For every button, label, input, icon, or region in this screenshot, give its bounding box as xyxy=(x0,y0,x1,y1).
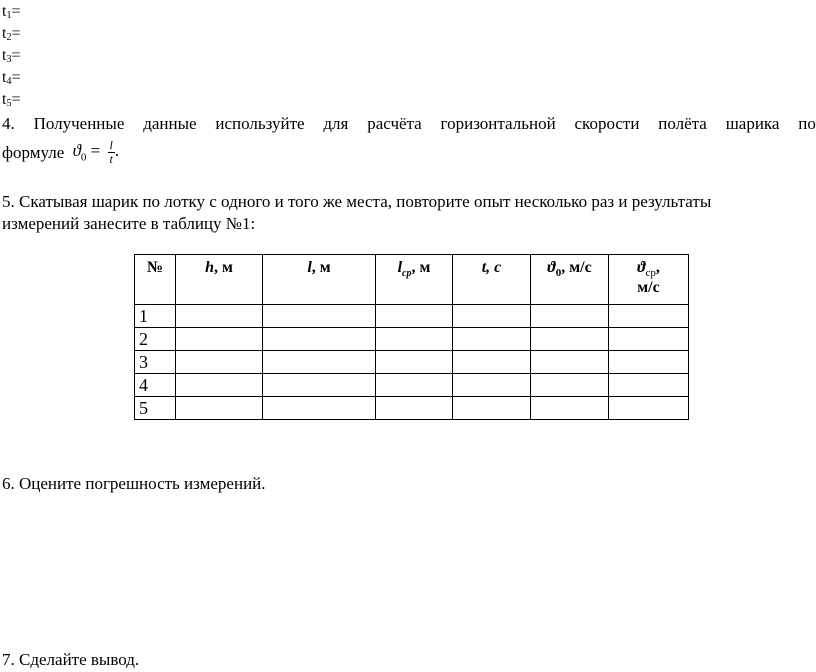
t-line-2: $t_2=$ xyxy=(2,25,21,43)
table-cell[interactable] xyxy=(176,374,263,397)
step4-line2 xyxy=(2,136,119,172)
table-cell[interactable] xyxy=(531,351,609,374)
table-cell[interactable] xyxy=(376,351,453,374)
table-cell[interactable] xyxy=(609,397,689,420)
table-cell[interactable] xyxy=(609,305,689,328)
word: горизонтальной xyxy=(440,114,556,133)
table-cell[interactable] xyxy=(531,374,609,397)
table-cell[interactable] xyxy=(376,397,453,420)
table-cell[interactable] xyxy=(453,328,531,351)
table-cell[interactable] xyxy=(263,374,376,397)
word: полёта xyxy=(658,114,707,133)
table-cell[interactable] xyxy=(263,305,376,328)
table-cell[interactable] xyxy=(176,305,263,328)
header-v0: $ϑ_0$, м/с xyxy=(531,255,609,305)
word: используйте xyxy=(215,114,305,133)
table-cell[interactable] xyxy=(609,328,689,351)
table-cell[interactable] xyxy=(376,328,453,351)
word: 4. xyxy=(2,114,15,133)
header-t: t, с xyxy=(453,255,531,305)
step7: 7. Сделайте вывод. xyxy=(2,650,140,669)
table-header-row xyxy=(135,255,689,305)
header-l: l, м xyxy=(263,255,376,305)
step5-line1: 5. Скатывая шарик по лотку с одного и того же места, повторите опыт несколько раз и результаты xyxy=(2,192,712,211)
t-line-4: $t_4=$ xyxy=(2,69,21,87)
table-cell[interactable] xyxy=(176,328,263,351)
velocity-formula: $ϑ_0$ = $\frac{l}{t}$ . xyxy=(72,137,120,166)
header-h: h, м xyxy=(176,255,263,305)
table-cell[interactable] xyxy=(531,328,609,351)
table-cell[interactable] xyxy=(609,351,689,374)
table-cell[interactable] xyxy=(531,397,609,420)
table-row: 5 xyxy=(135,397,689,420)
word: Полученные xyxy=(33,114,125,133)
step5-line2: измерений занесите в таблицу №1: xyxy=(2,214,256,233)
step4-line1 xyxy=(2,114,816,134)
word: скорости xyxy=(574,114,640,133)
word: расчёта xyxy=(367,114,422,133)
table-row: 3 xyxy=(135,351,689,374)
table-cell[interactable] xyxy=(531,305,609,328)
word: данные xyxy=(143,114,197,133)
table-cell[interactable] xyxy=(453,305,531,328)
table-cell[interactable] xyxy=(453,351,531,374)
t-line-5: $t_5=$ xyxy=(2,91,21,109)
header-v-avg: $ϑ_{ср}$, м/с xyxy=(609,255,689,305)
header-l-avg: $l_{ср}$, м xyxy=(376,255,453,305)
table-row: 4 xyxy=(135,374,689,397)
table-cell[interactable] xyxy=(376,305,453,328)
table-cell[interactable] xyxy=(453,397,531,420)
table-cell[interactable] xyxy=(263,397,376,420)
header-number: № xyxy=(135,255,176,305)
table-row: 1 xyxy=(135,305,689,328)
table-cell[interactable] xyxy=(609,374,689,397)
table-cell[interactable] xyxy=(263,328,376,351)
table-row: 2 xyxy=(135,328,689,351)
step6: 6. Оцените погрешность измерений. xyxy=(2,474,266,493)
table-cell[interactable] xyxy=(453,374,531,397)
table-cell[interactable] xyxy=(176,397,263,420)
word: для xyxy=(323,114,349,133)
formula-prefix: формуле xyxy=(2,143,65,163)
fraction: $\frac{l}{t}$ xyxy=(109,137,113,166)
table-cell[interactable] xyxy=(263,351,376,374)
word: шарика xyxy=(725,114,780,133)
word: по xyxy=(798,114,816,133)
t-line-3: $t_3=$ xyxy=(2,47,21,65)
t-line-1: $t_1=$ xyxy=(2,3,21,21)
table-cell[interactable] xyxy=(376,374,453,397)
results-table xyxy=(134,254,689,420)
table-cell[interactable] xyxy=(176,351,263,374)
